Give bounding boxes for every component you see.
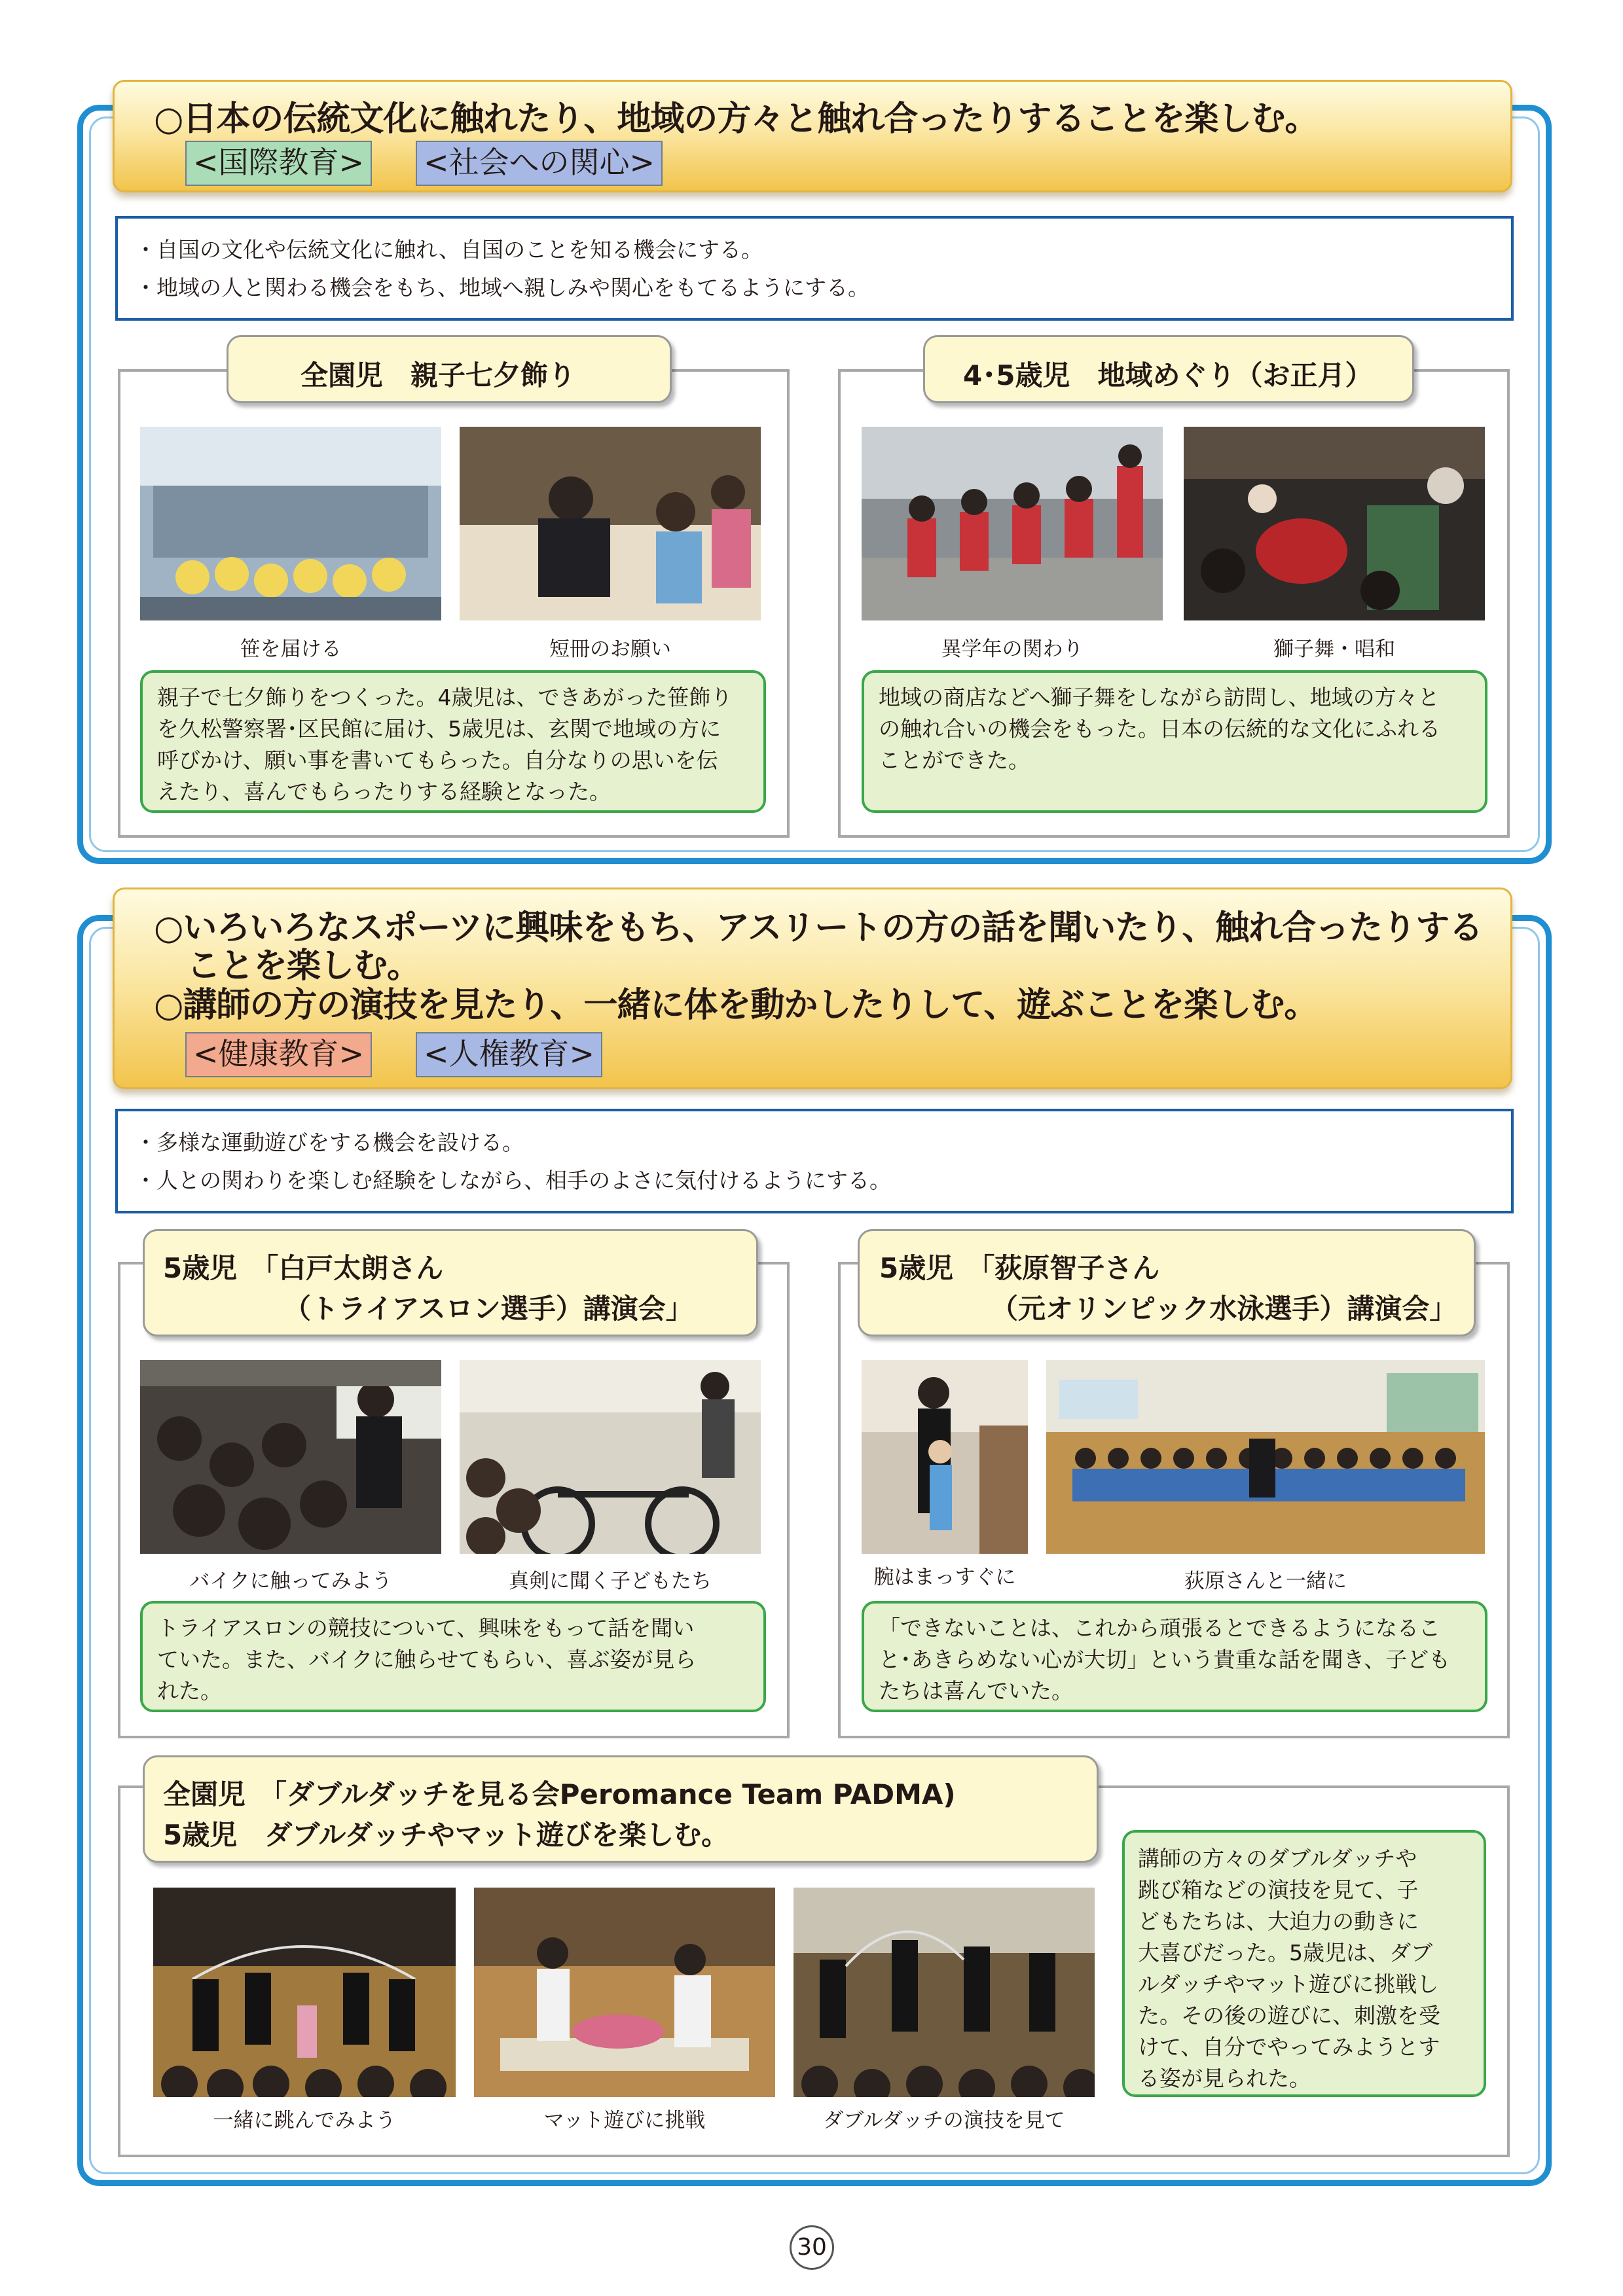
section2-left-note-line3: れた。	[157, 1678, 222, 1704]
section2-bottom-note-line4: 大喜びだった。5歳児は、ダブ	[1138, 1940, 1432, 1965]
section2-bottom-note-line5: ルダッチやマット遊びに挑戦し	[1138, 1971, 1439, 1997]
photo-with-ogiwara	[1046, 1360, 1485, 1554]
caption-lion-dance: 獅子舞・唱和	[1273, 637, 1395, 661]
section2-left-panel-title-line2: （トライアスロン選手）講演会」	[283, 1293, 693, 1325]
section1-theme-line1: ○日本の伝統文化に触れたり、地域の方々と触れ合ったりすることを楽しむ。	[154, 99, 1319, 139]
photo-tanzaku-wish	[460, 427, 761, 620]
section1-left-note-line1: 親子で七夕飾りをつくった。4歳児は、できあがった笹飾り	[157, 685, 733, 710]
photo-mixed-age	[862, 427, 1163, 620]
photo-jump-together	[153, 1888, 456, 2097]
section1-left-note-line2: を久松警察署･区民館に届け、5歳児は、玄関で地域の方に	[157, 716, 721, 742]
caption-mixed-age: 異学年の関わり	[941, 637, 1084, 661]
section2-left-panel-title-line1: 5歳児 「白戸太朗さん	[163, 1252, 444, 1284]
section1-goals	[115, 216, 1514, 321]
section2-right-panel-title-line1: 5歳児 「荻原智子さん	[879, 1252, 1160, 1284]
section1-theme-bar	[113, 80, 1512, 192]
section2-right-note-line1: 「できないことは、これから頑張るとできるようになるこ	[879, 1615, 1440, 1641]
caption-with-ogiwara: 荻原さんと一緒に	[1184, 1570, 1347, 1593]
tag-international-education: <国際教育>	[185, 141, 372, 186]
section1-left-panel-title: 全園児 親子七夕飾り	[301, 359, 576, 391]
section2-goal-2: ・人との関わりを楽しむ経験をしながら、相手のよさに気付けるようにする。	[135, 1168, 891, 1193]
photo-listening-children	[460, 1360, 761, 1554]
section1-goal-1: ・自国の文化や伝統文化に触れ、自国のことを知る機会にする。	[135, 237, 763, 262]
section2-bottom-panel-title-line1: 全園児 「ダブルダッチを見る会Peromance Team PADMA)	[163, 1778, 956, 1810]
section2-theme-line1: ○いろいろなスポーツに興味をもち、アスリートの方の話を聞いたり、触れ合ったりする	[154, 908, 1483, 948]
section2-right-panel-title-box	[858, 1229, 1476, 1336]
section2-bottom-note	[1122, 1830, 1486, 2097]
section2-bottom-note-line7: けて、自分でやってみようとす	[1138, 2034, 1440, 2060]
caption-arms-straight: 腕はまっすぐに	[873, 1566, 1016, 1589]
section2-right-note-line2: と･あきらめない心が大切」という貴重な話を聞き、子ども	[879, 1647, 1451, 1672]
caption-double-dutch-show: ダブルダッチの演技を見て	[823, 2109, 1065, 2132]
photo-arms-straight	[862, 1360, 1028, 1554]
section2-theme-bar	[113, 888, 1512, 1089]
photo-lion-dance	[1184, 427, 1485, 620]
section2-goals	[115, 1109, 1514, 1213]
section2-right-panel-title-line2: （元オリンピック水泳選手）講演会」	[991, 1293, 1457, 1325]
caption-bamboo-delivery: 笹を届ける	[240, 637, 342, 661]
section1-right-note-line3: ことができた。	[879, 747, 1030, 773]
caption-mat-play: マット遊びに挑戦	[543, 2109, 706, 2132]
section2-left-note-line1: トライアスロンの競技について、興味をもって話を聞い	[157, 1615, 695, 1641]
section1-left-note-line4: えたり、喜んでもらったりする経験となった。	[157, 779, 611, 804]
section1-left-note-line3: 呼びかけ、願い事を書いてもらった。自分なりの思いを伝	[157, 747, 718, 773]
page-number: 30	[790, 2225, 834, 2270]
section2-bottom-note-line2: 跳び箱などの演技を見て、子	[1138, 1877, 1419, 1903]
caption-tanzaku-wish: 短冊のお願い	[549, 637, 671, 661]
section1-left-note	[140, 670, 766, 813]
section1-left-panel-title-box	[227, 335, 672, 403]
tag-health-education: <健康教育>	[185, 1032, 372, 1077]
section1-right-note-line1: 地域の商店などへ獅子舞をしながら訪問し、地域の方々と	[879, 685, 1440, 710]
photo-bamboo-delivery	[140, 427, 441, 620]
section2-bottom-panel-title-box	[143, 1755, 1099, 1863]
section1-right-panel-title-box	[923, 335, 1414, 403]
section2-right-note	[862, 1601, 1487, 1712]
tag-social-interest: <社会への関心>	[416, 141, 663, 186]
section2-goal-1: ・多様な運動遊びをする機会を設ける。	[135, 1130, 524, 1155]
section2-theme-line2: ことを楽しむ。	[187, 946, 421, 986]
section2-bottom-panel-title-line2: 5歳児 ダブルダッチやマット遊びを楽しむ。	[163, 1819, 729, 1851]
section1-right-note-line2: の触れ合いの機会をもった。日本の伝統的な文化にふれる	[879, 716, 1440, 742]
tag-human-rights-education: <人権教育>	[416, 1032, 602, 1077]
photo-mat-play	[474, 1888, 775, 2097]
section2-bottom-note-line1: 講師の方々のダブルダッチや	[1138, 1846, 1417, 1871]
caption-touch-bike: バイクに触ってみよう	[189, 1570, 392, 1593]
section2-bottom-note-line6: た。その後の遊びに、刺激を受	[1138, 2003, 1440, 2028]
section2-left-panel-title-box	[143, 1229, 758, 1336]
section2-right-note-line3: たちは喜んでいた。	[879, 1678, 1073, 1704]
section1-right-note	[862, 670, 1487, 813]
section2-left-note-line2: ていた。また、バイクに触らせてもらい、喜ぶ姿が見ら	[157, 1647, 697, 1672]
section2-theme-line3: ○講師の方の演技を見たり、一緒に体を動かしたりして、遊ぶことを楽しむ。	[154, 986, 1318, 1025]
section2-left-note	[140, 1601, 766, 1712]
photo-double-dutch-show	[793, 1888, 1095, 2097]
section2-bottom-note-line8: る姿が見られた。	[1138, 2066, 1311, 2091]
caption-jump-together: 一緒に跳んでみよう	[213, 2109, 396, 2132]
section1-goal-2: ・地域の人と関わる機会をもち、地域へ親しみや関心をもてるようにする。	[135, 275, 869, 300]
section1-right-panel-title: 4･5歳児 地域めぐり（お正月）	[963, 359, 1373, 391]
caption-listening-children: 真剣に聞く子どもたち	[509, 1570, 712, 1593]
section2-bottom-note-line3: どもたちは、大迫力の動きに	[1138, 1909, 1419, 1934]
photo-touch-bike	[140, 1360, 441, 1554]
